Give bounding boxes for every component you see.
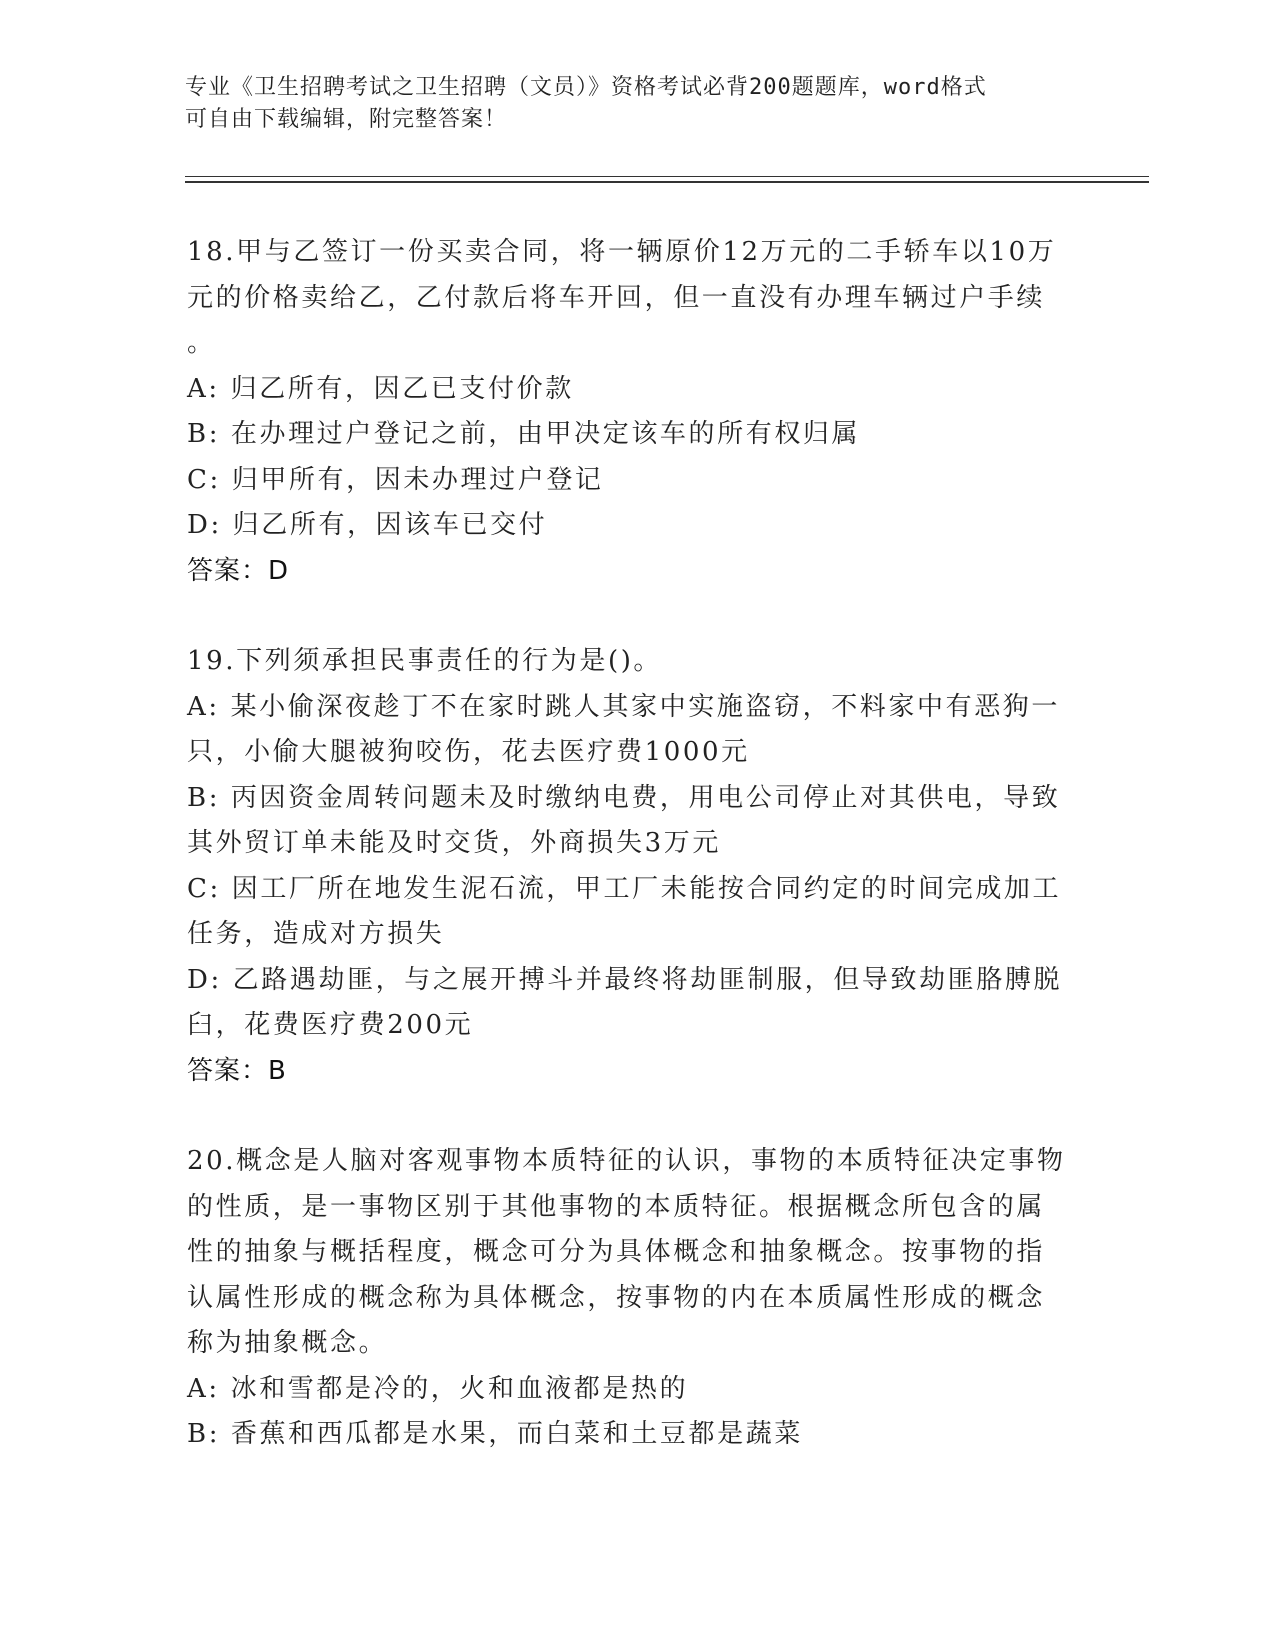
option-a: A: 某小偷深夜趁丁不在家时跳人其家中实施盗窃，不料家中有恶狗一 [187,691,1061,722]
header-line-2: 可自由下载编辑，附完整答案！ [185,107,508,132]
header-divider-bottom [185,181,1149,183]
header-line-1: 专业《卫生招聘考试之卫生招聘（文员）》资格考试必背200题题库，word格式 [185,75,987,100]
option-c: C: 归甲所有，因未办理过户登记 [187,464,604,495]
answer-label: 答案：B [187,1055,287,1086]
question-19 [187,639,1077,1094]
question-stem-line: 。 [187,328,216,358]
question-20 [187,1139,1077,1458]
option-d: D: 乙路遇劫匪，与之展开搏斗并最终将劫匪制服，但导致劫匪胳膊脱 [187,964,1063,995]
question-stem-line: 认属性形成的概念称为具体概念，按事物的内在本质属性形成的概念 [187,1282,1046,1313]
option-b: B: 丙因资金周转问题未及时缴纳电费，用电公司停止对其供电，导致 [187,782,1061,813]
answer-label: 答案：D [187,555,290,586]
header-divider-top [185,176,1149,177]
option-a-continued: 只，小偷大腿被狗咬伤，花去医疗费1000元 [187,737,750,767]
question-18 [187,230,1077,594]
option-b: B: 在办理过户登记之前，由甲决定该车的所有权归属 [187,419,861,449]
question-stem-line: 称为抽象概念。 [187,1328,388,1358]
question-stem-line: 的性质，是一事物区别于其他事物的本质特征。根据概念所包含的属 [187,1191,1046,1222]
question-stem-line: 元的价格卖给乙，乙付款后将车开回，但一直没有办理车辆过户手续 [187,282,1046,313]
option-a: A: 归乙所有，因乙已支付价款 [187,373,574,404]
option-c-continued: 任务，造成对方损失 [187,919,445,949]
question-list [187,230,1077,1503]
option-b: B: 香蕉和西瓜都是水果，而白菜和土豆都是蔬菜 [187,1419,803,1449]
question-stem-line: 18.甲与乙签订一份买卖合同，将一辆原价12万元的二手轿车以10万 [187,237,1057,267]
question-stem-line: 19.下列须承担民事责任的行为是()。 [187,646,663,676]
option-a: A: 冰和雪都是冷的，火和血液都是热的 [187,1373,689,1404]
question-stem-line: 20.概念是人脑对客观事物本质特征的认识，事物的本质特征决定事物 [187,1146,1066,1176]
option-c: C: 因工厂所在地发生泥石流，甲工厂未能按合同约定的时间完成加工 [187,873,1062,904]
option-d-continued: 臼，花费医疗费200元 [187,1010,474,1040]
option-d: D: 归乙所有，因该车已交付 [187,510,548,540]
document-header [185,72,1065,136]
question-stem-line: 性的抽象与概括程度，概念可分为具体概念和抽象概念。按事物的指 [187,1237,1046,1267]
option-b-continued: 其外贸订单未能及时交货，外商损失3万元 [187,828,721,858]
